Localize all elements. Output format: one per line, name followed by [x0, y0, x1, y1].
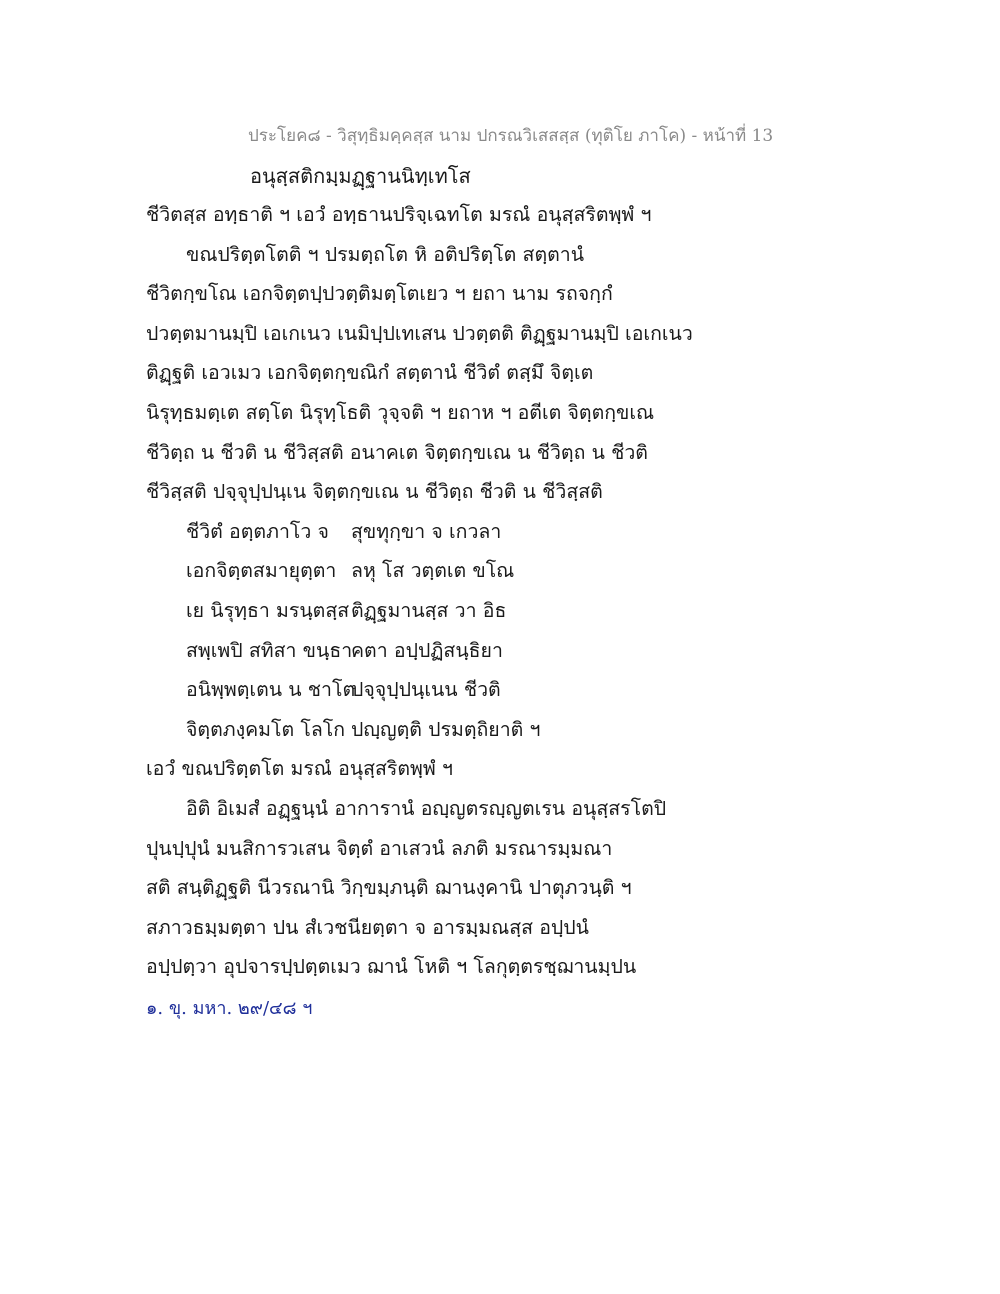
verse-first-half: ชีวิตํ อตฺตภาโว จ: [186, 519, 329, 543]
verse-second-half: คตา อปฺปฏิสนฺธิยา: [351, 638, 503, 662]
text-line: ชีวิตกฺขโณ เอกจิตฺตปฺปวตฺติมตฺโตเยว ฯ ยถา นาม รถจกฺกํ: [146, 282, 613, 306]
verse-line: [146, 517, 706, 557]
text-line: นิรุทฺธมตฺเต สตฺโต นิรุทฺโธติ วุจฺจติ ฯ ยถาห ฯ อตีเต จิตฺตกฺขเณ: [146, 400, 655, 424]
verse-first-half: เย นิรุทฺธา มรนฺตสฺส: [186, 598, 350, 622]
verse-second-half: ปญฺญตฺติ ปรมตฺถิยาติ ฯ: [351, 717, 541, 741]
verse-second-half: สุขทุกฺขา จ เกวลา: [351, 519, 502, 543]
verse-first-half: จิตฺตภงฺคมโต โลโก: [186, 717, 346, 741]
verse-line: [146, 596, 706, 636]
verse-first-half: เอกจิตฺตสมายุตฺตา: [186, 559, 337, 583]
verse-line: [146, 715, 706, 755]
text-line: ปวตฺตมานมฺปิ เอเกเนว เนมิปฺปเทเสน ปวตฺตติ ติฏฺฐมานมฺปิ เอเกเนว: [146, 321, 693, 345]
verse-first-half: สพฺเพปิ สทิสา ขนฺธา: [186, 638, 353, 662]
verse-second-half: ลหุ โส วตฺตเต ขโณ: [351, 559, 515, 583]
verse-line: [146, 556, 706, 596]
text-line: ขณปริตฺตโตติ ฯ ปรมตฺถโต หิ อติปริตฺโต สตฺตานํ: [186, 242, 585, 266]
verse-line: [146, 675, 706, 715]
text-line: เอวํ ขณปริตฺตโต มรณํ อนุสฺสริตพฺพํ ฯ: [146, 757, 453, 781]
text-line: ปุนปฺปุนํ มนสิการวเสน จิตฺตํ อาเสวนํ ลภติ มรณารมฺมณา: [146, 836, 613, 860]
header-text: ประโยค๘ - วิสุทฺธิมคฺคสฺส นาม ปกรณวิเสสสฺส (ทุติโย ภาโค) - หน้าที่ 13: [248, 126, 774, 146]
text-line: ชีวิสฺสติ ปจฺจุปฺปนฺเน จิตฺตกฺขเณ น ชีวิตฺถ ชีวติ น ชีวิสฺสติ: [146, 480, 603, 504]
text-line: อิติ อิเมสํ อฏฺฐนฺนํ อาการานํ อญฺญตรญฺญตเรน อนุสฺสรโตปิ: [186, 796, 667, 820]
text-line: สติ สนฺติฏฺฐติ นีวรณานิ วิกฺขมฺภนฺติ ฌานงฺคานิ ปาตุภวนฺติ ฯ: [146, 876, 632, 900]
body-text: [146, 200, 706, 992]
footnote: ๑. ขุ. มหา. ๒๙/๔๘ ฯ: [146, 998, 313, 1019]
verse-first-half: อนิพฺพตฺเตน น ชาโต: [186, 678, 356, 702]
text-line: สภาวธมฺมตฺตา ปน สํเวชนียตฺตา จ อารมฺมณสฺส อปฺปนํ: [146, 915, 589, 939]
text-line: ชีวิตสฺส อทฺธาติ ฯ เอวํ อทฺธานปริจฺเฉทโต มรณํ อนุสฺสริตพฺพํ ฯ: [146, 203, 652, 226]
section-title: อนุสฺสติกมฺมฏฺฐานนิทฺเทโส: [250, 164, 471, 188]
verse-line: [146, 636, 706, 676]
text-line: ติฏฺฐติ เอวเมว เอกจิตฺตกฺขณิกํ สตฺตานํ ชีวิตํ ตสฺมึ จิตฺเต: [146, 361, 594, 385]
verse-second-half: ติฏฺฐมานสฺส วา อิธ: [351, 598, 507, 622]
text-line: อปฺปตฺวา อุปจารปฺปตฺตเมว ฌานํ โหติ ฯ โลกุตฺตรชฺฌานมฺปน: [146, 955, 637, 979]
verse-second-half: ปจฺจุปฺปนฺเนน ชีวติ: [351, 678, 501, 702]
text-line: ชีวิตฺถ น ชีวติ น ชีวิสฺสติ อนาคเต จิตฺตกฺขเณ น ชีวิตฺถ น ชีวติ: [146, 440, 648, 464]
